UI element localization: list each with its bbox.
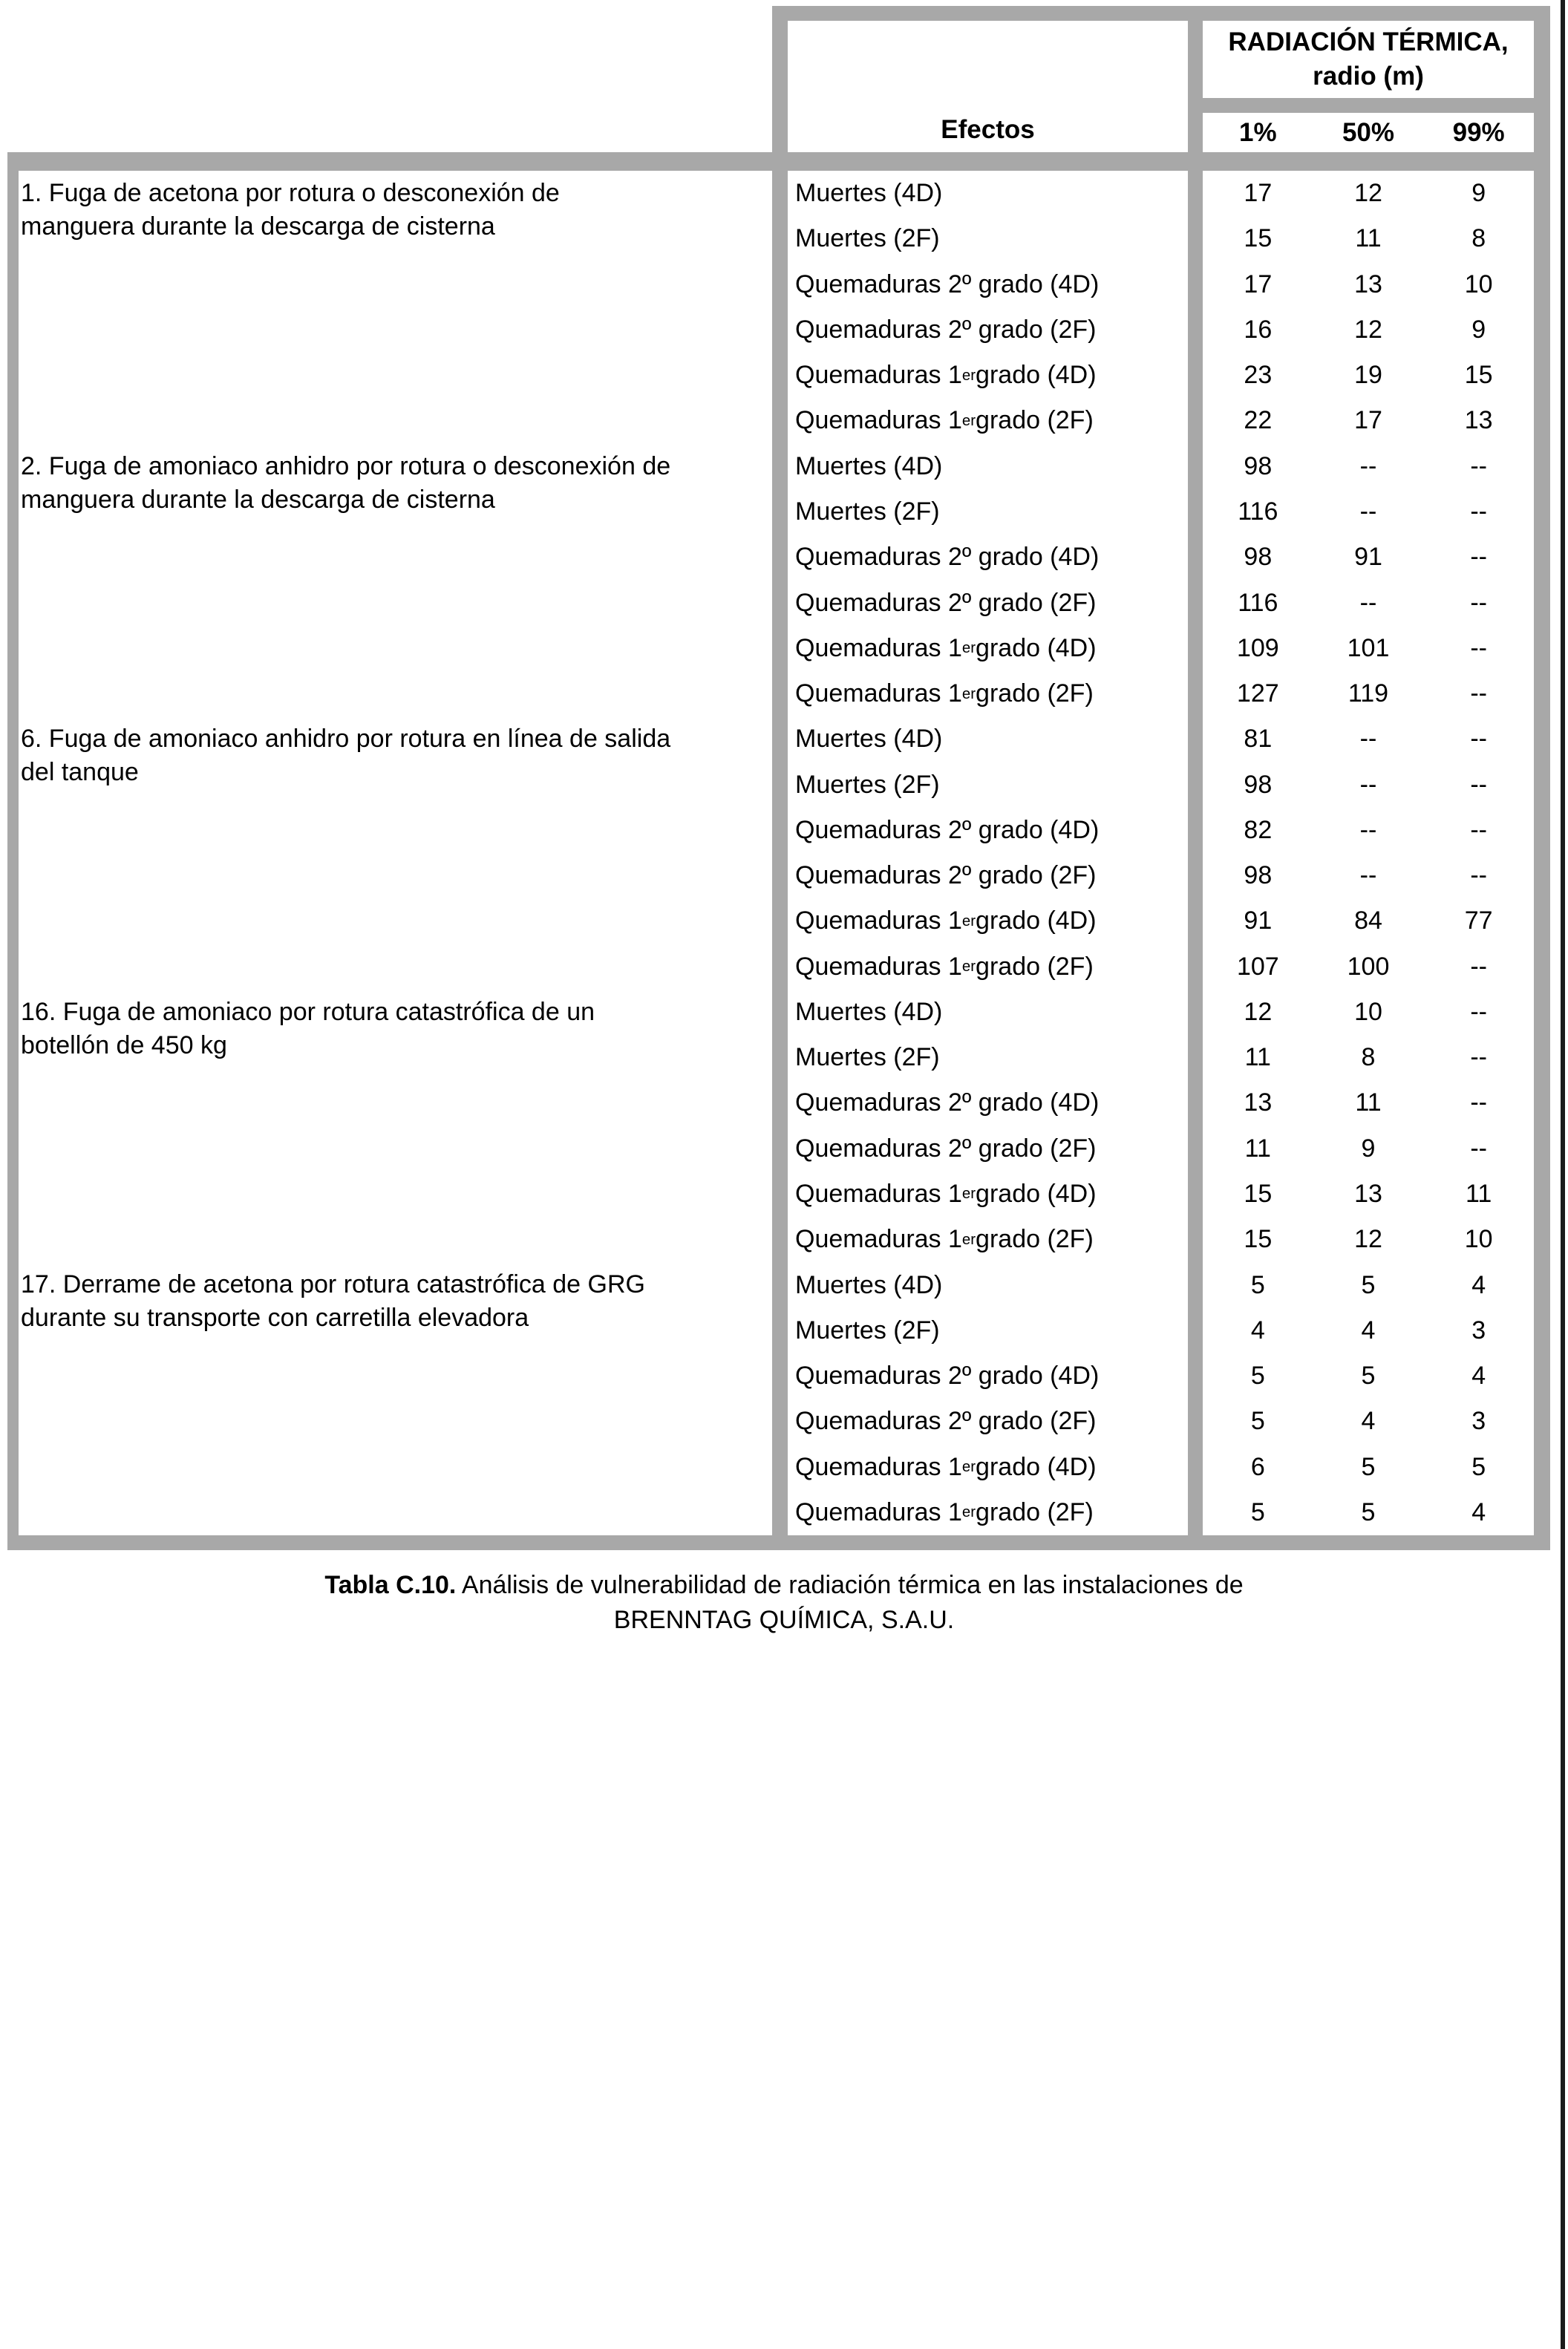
table-caption [0,1568,1568,1638]
effect-label [788,808,1188,853]
value-cell: 100 [1347,952,1390,981]
value-cell: 8 [1361,1043,1376,1072]
value-cell: -- [1470,497,1487,526]
value-row [1203,353,1534,398]
effect-label [788,853,1188,898]
value-cell: -- [1470,815,1487,844]
value-cell: 4 [1471,1362,1486,1391]
value-row [1203,1080,1534,1126]
value-cell: 5 [1361,1362,1376,1391]
value-row [1203,580,1534,625]
value-cell: 3 [1471,1407,1486,1436]
effect-label-text: Quemaduras 1 [795,1452,962,1481]
value-cell: 15 [1244,1225,1273,1254]
percent-column-99: 99% [1452,117,1505,147]
value-cell: 82 [1244,815,1273,844]
value-cell: -- [1359,451,1377,480]
effect-label [788,262,1188,307]
value-cell: 91 [1244,906,1273,935]
scenario-description [21,716,757,990]
scenario-description-line: 1. Fuga de acetona por rotura o desconexión de [21,179,560,207]
value-cell: 12 [1354,315,1382,344]
table-border-below-header [7,152,1550,171]
table-caption-label: Tabla C.10. [324,1571,457,1599]
effects-header-cell [788,21,1188,152]
value-cell: 98 [1244,770,1273,799]
effect-label-text: grado (4D) [976,1452,1097,1481]
effect-label-text: Quemaduras 2º grado (4D) [795,543,1100,572]
effect-label-text: Quemaduras 2º grado (2F) [795,1407,1097,1436]
scenario-description [21,1262,757,1535]
value-row [1203,1444,1534,1489]
effect-label-text: Muertes (2F) [795,224,940,253]
value-cell: -- [1359,861,1377,890]
effect-label-text: grado (4D) [976,1179,1097,1208]
effect-label-text: Quemaduras 1 [795,1225,962,1254]
effect-label-text: Quemaduras 2º grado (2F) [795,588,1097,617]
effect-label [788,762,1188,807]
percent-header-row [1203,113,1534,152]
effect-label-text: Muertes (2F) [795,497,940,526]
table-border-left [7,152,19,1550]
value-cell: 5 [1361,1497,1376,1526]
effect-label-text: Quemaduras 2º grado (4D) [795,1362,1100,1391]
values-column [1203,171,1534,1535]
effect-label [788,171,1188,216]
value-row [1203,216,1534,261]
value-row [1203,1399,1534,1444]
value-cell: 15 [1244,224,1273,253]
effect-label-text: Muertes (4D) [795,179,943,208]
value-row [1203,762,1534,807]
value-row [1203,1126,1534,1172]
table-caption-text: Análisis de vulnerabilidad de radiación térmica en las instalaciones de [456,1571,1244,1599]
effect-label-text: grado (2F) [976,952,1094,981]
effect-label-text: grado (2F) [976,679,1094,708]
effect-label [788,1308,1188,1353]
value-cell: 15 [1464,361,1493,390]
value-cell: 116 [1238,497,1278,526]
scenario-description-line: 6. Fuga de amoniaco anhidro por rotura en línea de salida [21,725,671,754]
table-border-below-radiation-header [1203,98,1534,113]
effect-label-text: Quemaduras 1 [795,406,962,435]
effect-label: Quemaduras 1 er grado (2F) [795,1497,1094,1526]
effect-label-text: grado (4D) [976,906,1097,935]
value-row [1203,262,1534,307]
value-cell: 11 [1355,224,1382,253]
effect-label: Quemaduras 1 er grado (4D) [795,633,1097,662]
value-cell: 107 [1236,952,1279,981]
effect-label: Quemaduras 1 er grado (4D) [795,906,1097,935]
scenario-description-line: 17. Derrame de acetona por rotura catastrófica de GRG [21,1270,645,1299]
effect-label: Quemaduras 1 er grado (4D) [795,361,1097,390]
effect-label [788,489,1188,535]
value-cell: 15 [1244,1179,1273,1208]
effect-label-text: Quemaduras 1 [795,679,962,708]
radiation-title-line1: RADIACIÓN TÉRMICA, [1228,27,1509,56]
value-cell: 13 [1464,406,1493,435]
value-cell: 16 [1244,315,1273,344]
table-caption-line2: BRENNTAG QUÍMICA, S.A.U. [613,1606,955,1634]
scenario-description-line: 16. Fuga de amoniaco por rotura catastrófica de un [21,997,595,1026]
value-cell: 11 [1355,1088,1382,1117]
effect-label-text: Quemaduras 1 [795,1497,962,1526]
value-row [1203,1353,1534,1399]
effect-label [788,580,1188,625]
value-cell: 17 [1244,179,1273,208]
value-cell: 11 [1244,1134,1271,1163]
value-cell: 4 [1250,1316,1265,1345]
percent-column-50: 50% [1342,117,1395,147]
value-cell: 119 [1348,679,1389,708]
value-cell: 5 [1250,1497,1265,1526]
effect-label-text: Muertes (2F) [795,1043,940,1072]
table-separator-effects-values [1188,6,1203,1550]
value-cell: -- [1359,815,1377,844]
value-cell: 3 [1471,1316,1486,1345]
effect-label [788,444,1188,489]
value-cell: 22 [1244,406,1273,435]
value-row [1203,716,1534,762]
effect-label-text: Muertes (2F) [795,770,940,799]
value-cell: -- [1470,952,1487,981]
value-cell: 91 [1354,543,1382,572]
value-cell: 17 [1354,406,1382,435]
percent-column-1: 1% [1239,117,1277,147]
radiation-header-cell [1203,21,1534,98]
value-cell: 5 [1361,1270,1376,1299]
scenario-description [21,171,757,444]
value-cell: 12 [1244,997,1273,1026]
value-cell: 11 [1244,1043,1271,1072]
effect-label [788,1126,1188,1172]
effect-label-text: Quemaduras 1 [795,906,962,935]
effect-label [788,1035,1188,1080]
value-cell: 127 [1236,679,1279,708]
effect-label-text: Quemaduras 2º grado (2F) [795,315,1097,344]
effect-label [788,716,1188,762]
effect-label-text: grado (2F) [976,1497,1094,1526]
value-cell: 9 [1471,315,1486,344]
scenario-description-line: durante su transporte con carretilla elevadora [21,1304,529,1333]
radiation-title-line2: radio (m) [1313,62,1424,91]
value-row [1203,990,1534,1035]
value-cell: 98 [1244,861,1273,890]
value-row [1203,171,1534,216]
value-cell: -- [1470,679,1487,708]
value-cell: 9 [1471,179,1486,208]
value-cell: 12 [1354,179,1382,208]
effect-label-text: grado (2F) [976,1225,1094,1254]
effect-label-text: Muertes (4D) [795,725,943,754]
value-cell: 10 [1464,1225,1493,1254]
value-cell: 13 [1354,269,1382,298]
value-row [1203,1035,1534,1080]
value-cell: -- [1470,543,1487,572]
value-row [1203,535,1534,580]
value-cell: 116 [1238,588,1278,617]
value-row [1203,1172,1534,1217]
scenario-description-line: manguera durante la descarga de cisterna [21,485,495,514]
value-cell: 5 [1250,1362,1265,1391]
effect-label-text: grado (4D) [976,633,1097,662]
effect-label-text: Quemaduras 1 [795,633,962,662]
value-row [1203,489,1534,535]
value-row [1203,444,1534,489]
effect-label-text: Quemaduras 1 [795,1179,962,1208]
effect-label: Quemaduras 1 er grado (2F) [795,1225,1094,1254]
scenario-description-line: del tanque [21,758,139,787]
effect-label-text: Muertes (4D) [795,1270,943,1299]
effect-label-text: Quemaduras 1 [795,952,962,981]
table-separator-scenario-effects [772,6,788,1550]
effect-label: Quemaduras 1 er grado (2F) [795,406,1094,435]
table-border-bottom [7,1535,1550,1550]
value-cell: 5 [1250,1407,1265,1436]
effect-label-text: grado (4D) [976,361,1097,390]
value-row [1203,626,1534,671]
value-row [1203,853,1534,898]
value-cell: 4 [1471,1497,1486,1526]
value-cell: -- [1470,588,1487,617]
effect-label [788,1080,1188,1126]
value-cell: -- [1470,770,1487,799]
value-cell: -- [1470,861,1487,890]
value-cell: 81 [1244,725,1273,754]
value-cell: 17 [1244,269,1273,298]
value-row [1203,1262,1534,1307]
scenario-description [21,990,757,1263]
value-cell: 4 [1471,1270,1486,1299]
value-cell: -- [1359,770,1377,799]
value-cell: 8 [1471,224,1486,253]
effect-label [788,1399,1188,1444]
value-cell: 6 [1250,1452,1265,1481]
effect-label-text: Quemaduras 2º grado (4D) [795,269,1100,298]
value-cell: 4 [1361,1316,1376,1345]
effect-label-text: Quemaduras 2º grado (4D) [795,815,1100,844]
effect-label: Quemaduras 1 er grado (4D) [795,1179,1097,1208]
effect-label: Quemaduras 1 er grado (2F) [795,679,1094,708]
value-cell: 4 [1361,1407,1376,1436]
value-cell: 77 [1464,906,1493,935]
value-cell: -- [1470,1043,1487,1072]
value-cell: -- [1470,1134,1487,1163]
value-cell: 5 [1361,1452,1376,1481]
value-cell: 10 [1354,997,1382,1026]
value-cell: 12 [1354,1225,1382,1254]
value-cell: -- [1470,633,1487,662]
value-row [1203,944,1534,990]
value-cell: 13 [1244,1088,1273,1117]
value-cell: 84 [1354,906,1382,935]
table-caption-line1 [0,1568,1568,1603]
table-border-top [772,6,1550,21]
effect-label-text: Quemaduras 2º grado (4D) [795,1088,1100,1117]
effect-label: Quemaduras 1 er grado (2F) [795,952,1094,981]
effect-label-text: Quemaduras 2º grado (2F) [795,1134,1097,1163]
effect-label [788,990,1188,1035]
effect-label [788,1353,1188,1399]
value-cell: 98 [1244,543,1273,572]
value-row [1203,898,1534,944]
effect-label: Quemaduras 1 er grado (4D) [795,1452,1097,1481]
value-row [1203,1308,1534,1353]
value-cell: -- [1359,588,1377,617]
value-cell: -- [1359,725,1377,754]
value-row [1203,808,1534,853]
value-cell: 109 [1236,633,1279,662]
value-cell: -- [1470,451,1487,480]
effect-label [788,1262,1188,1307]
scenario-description-line: 2. Fuga de amoniaco anhidro por rotura o desconexión de [21,451,671,480]
value-cell: 9 [1361,1134,1376,1163]
effect-label-text: grado (2F) [976,406,1094,435]
effect-label [788,307,1188,353]
effect-label-text: Quemaduras 2º grado (2F) [795,861,1097,890]
table-border-right [1534,6,1550,1550]
effect-label [788,535,1188,580]
effect-label-text: Muertes (4D) [795,997,943,1026]
page-edge-line [1561,0,1565,2349]
value-cell: 5 [1471,1452,1486,1481]
value-cell: 23 [1244,361,1273,390]
value-cell: -- [1359,497,1377,526]
value-row [1203,398,1534,443]
value-cell: -- [1470,1088,1487,1117]
scenario-column [21,171,757,1535]
effect-label [788,216,1188,261]
value-cell: 10 [1464,269,1493,298]
value-row [1203,671,1534,716]
value-row [1203,1217,1534,1262]
effect-label-text: Muertes (2F) [795,1316,940,1345]
scenario-description-line: botellón de 450 kg [21,1030,227,1059]
effect-label-text: Quemaduras 1 [795,361,962,390]
value-cell: 11 [1466,1179,1492,1208]
value-cell: 5 [1250,1270,1265,1299]
value-cell: 98 [1244,451,1273,480]
value-cell: 19 [1354,361,1382,390]
value-cell: -- [1470,725,1487,754]
value-row [1203,307,1534,353]
effects-column [788,171,1188,1535]
value-row [1203,1490,1534,1535]
scenario-description-line: manguera durante la descarga de cisterna [21,212,495,241]
scenario-description [21,444,757,717]
effect-label-text: Muertes (4D) [795,451,943,480]
effects-header-label: Efectos [941,115,1035,144]
value-cell: 13 [1354,1179,1382,1208]
value-cell: -- [1470,997,1487,1026]
value-cell: 101 [1347,633,1390,662]
